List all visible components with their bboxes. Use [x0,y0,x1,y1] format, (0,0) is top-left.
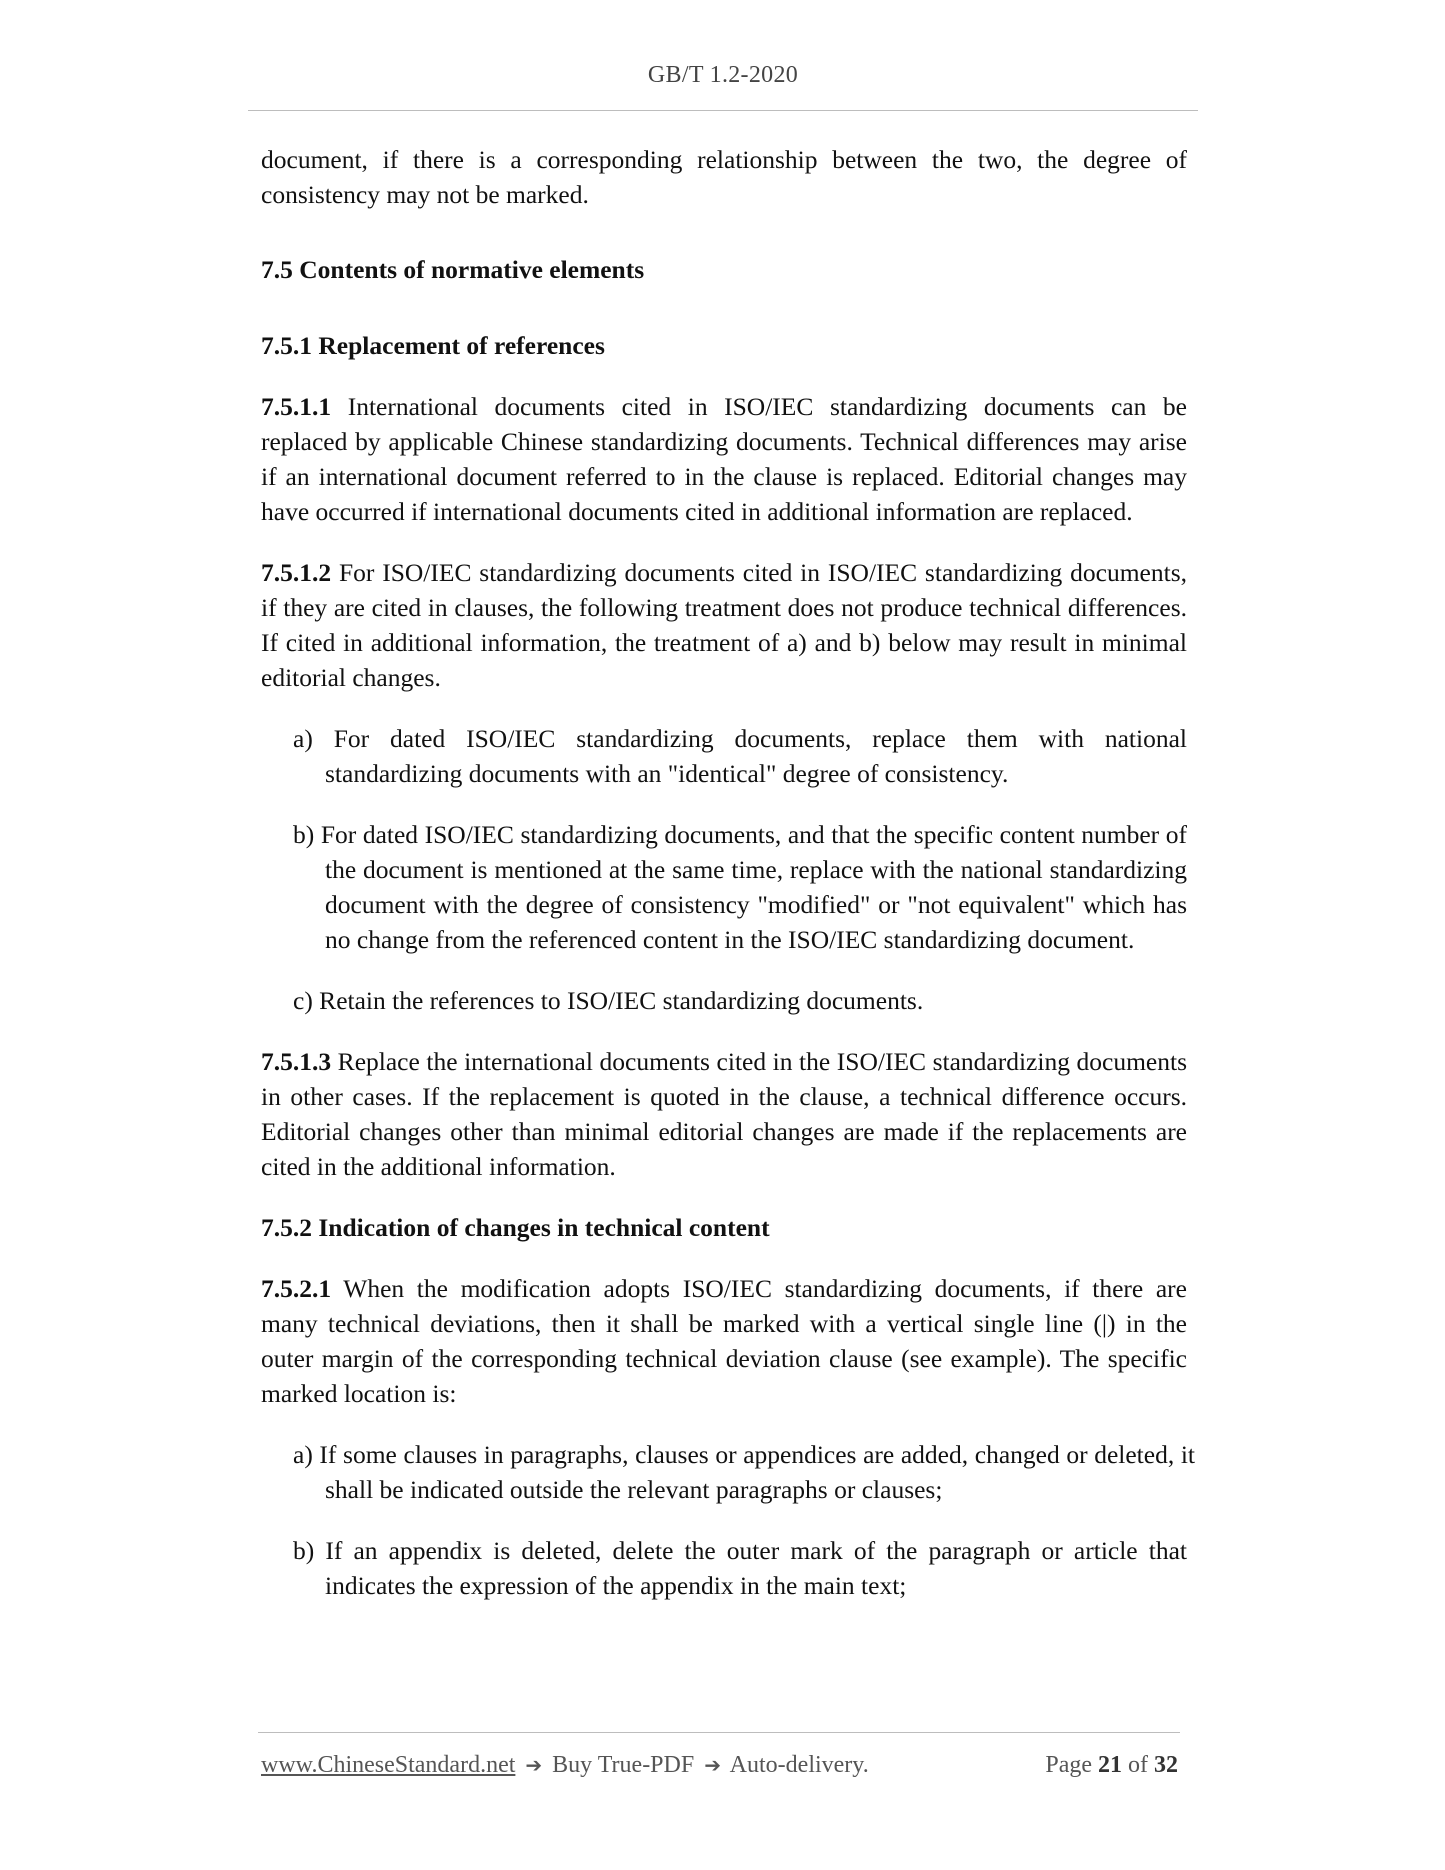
list-item-b: b) If an appendix is deleted, delete the outer mark of the paragraph or article that indicates the expression of the appendix in the main text; [293,1536,1187,1600]
current-page-number: 21 [1098,1752,1122,1778]
of-label: of [1128,1752,1148,1778]
heading-7-5: 7.5 Contents of normative elements [261,255,645,284]
clause-text: When the modification adopts ISO/IEC standardizing documents, if there are many technical deviations, then it shall be marked with a vertical single line (|) in the outer margin of the corresponding technical deviation clause (see example). The specific marked location is: [261,1274,1187,1408]
list-item-c: c) Retain the references to ISO/IEC standardizing documents. [293,986,924,1015]
buy-pdf-text: Buy True-PDF [552,1752,695,1778]
clause-number: 7.5.1.2 [261,558,332,587]
website-link[interactable]: www.ChineseStandard.net [261,1752,516,1778]
footer-divider [258,1732,1180,1733]
clause-7-5-1-3 [261,1044,1187,1184]
clause-number: 7.5.1.3 [261,1047,332,1076]
clause-text: For ISO/IEC standardizing documents cited in ISO/IEC standardizing documents, if they are cited in clauses, the following treatment does not produce technical differences. If cited in additional information, the treatment of a) and b) below may result in minimal editorial changes. [261,558,1187,692]
clause-text: International documents cited in ISO/IEC standardizing documents can be replaced by applicable Chinese standardizing documents. Technical differences may arise if an international document referred to in the clause is replaced. Editorial changes may have occurred if international documents cited in additional information are replaced. [261,392,1187,526]
heading-7-5-1: 7.5.1 Replacement of references [261,331,605,360]
clause-7-5-2-1 [261,1271,1187,1411]
document-body [261,142,1195,1629]
intro-paragraph: document, if there is a corresponding relationship between the two, the degree of consistency may not be marked. [261,145,1187,209]
clause-number: 7.5.2.1 [261,1274,332,1303]
header-divider [248,110,1198,111]
footer-promo [261,1752,869,1779]
auto-delivery-text: Auto-delivery. [729,1752,869,1778]
clause-7-5-1-2 [261,555,1187,695]
arrow-right-icon: ➔ [525,1753,543,1777]
arrow-right-icon: ➔ [704,1753,721,1777]
total-pages-number: 32 [1154,1752,1178,1778]
page-indicator [1045,1752,1178,1779]
list-item-a: a) If some clauses in paragraphs, clauses or appendices are added, changed or deleted, it shall be indicated outside the relevant paragraphs or clauses; [293,1440,1195,1504]
list-item-b: b) For dated ISO/IEC standardizing documents, and that the specific content number of the document is mentioned at the same time, replace with the national standardizing document with the degree of consistency "modified" or "not equivalent" which has no change from the referenced content in the ISO/IEC standardizing document. [293,820,1187,954]
page-label: Page [1045,1752,1092,1778]
clause-number: 7.5.1.1 [261,392,332,421]
clause-text: Replace the international documents cited in the ISO/IEC standardizing documents in other cases. If the replacement is quoted in the clause, a technical difference occurs. Editorial changes other than minimal editorial changes are made if the replacements are cited in the additional information. [261,1047,1187,1181]
heading-7-5-2: 7.5.2 Indication of changes in technical content [261,1213,770,1242]
document-header-title: GB/T 1.2-2020 [647,62,799,88]
list-item-a: a) For dated ISO/IEC standardizing documents, replace them with national standardizing documents with an "identical" degree of consistency. [293,724,1187,788]
clause-7-5-1-1 [261,389,1187,529]
